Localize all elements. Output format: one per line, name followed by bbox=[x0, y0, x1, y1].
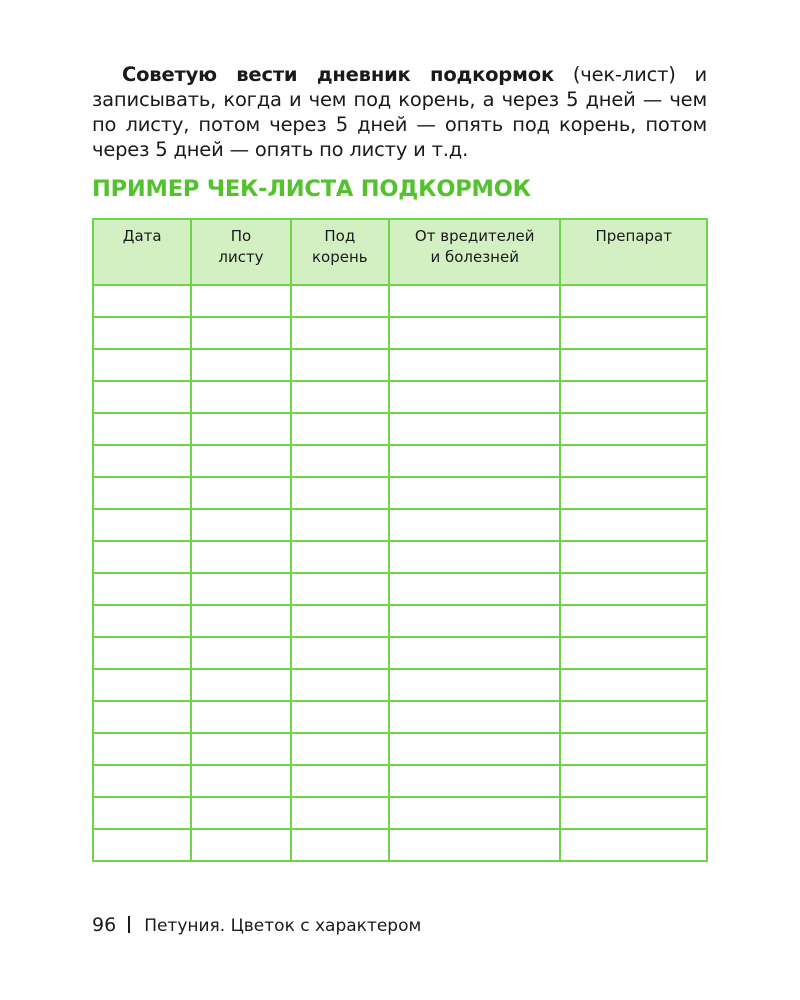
footer-separator bbox=[128, 916, 130, 933]
table-cell bbox=[93, 637, 191, 669]
table-row bbox=[93, 669, 707, 701]
table-cell bbox=[191, 829, 290, 861]
table-cell bbox=[191, 509, 290, 541]
table-row bbox=[93, 829, 707, 861]
table-cell bbox=[560, 541, 707, 573]
table-row bbox=[93, 381, 707, 413]
table-cell bbox=[291, 509, 389, 541]
table-cell bbox=[93, 669, 191, 701]
table-cell bbox=[291, 349, 389, 381]
table-cell bbox=[389, 701, 561, 733]
table-cell bbox=[560, 317, 707, 349]
table-row bbox=[93, 445, 707, 477]
table-cell bbox=[389, 829, 561, 861]
table-cell bbox=[93, 573, 191, 605]
table-row bbox=[93, 317, 707, 349]
table-cell bbox=[291, 797, 389, 829]
header-cell-foliar bbox=[191, 219, 290, 285]
table-cell bbox=[191, 317, 290, 349]
table-cell bbox=[191, 541, 290, 573]
table-cell bbox=[291, 701, 389, 733]
table-cell bbox=[389, 765, 561, 797]
table-cell bbox=[560, 797, 707, 829]
table-header-row bbox=[93, 219, 707, 285]
table-cell bbox=[191, 381, 290, 413]
table-cell bbox=[389, 733, 561, 765]
page-footer bbox=[92, 914, 421, 936]
header-label: Препарат bbox=[595, 227, 672, 245]
table-cell bbox=[191, 701, 290, 733]
table-cell bbox=[389, 637, 561, 669]
table-row bbox=[93, 765, 707, 797]
table-cell bbox=[389, 285, 561, 317]
table-cell bbox=[560, 477, 707, 509]
table-cell bbox=[93, 381, 191, 413]
table-row bbox=[93, 349, 707, 381]
table-cell bbox=[389, 477, 561, 509]
header-label: По листу bbox=[218, 227, 264, 266]
table-cell bbox=[291, 381, 389, 413]
table-cell bbox=[93, 413, 191, 445]
table-cell bbox=[93, 797, 191, 829]
table-cell bbox=[560, 285, 707, 317]
table-cell bbox=[389, 797, 561, 829]
table-row bbox=[93, 285, 707, 317]
table-cell bbox=[389, 541, 561, 573]
table-row bbox=[93, 797, 707, 829]
section-title: ПРИМЕР ЧЕК-ЛИСТА ПОДКОРМОК bbox=[92, 176, 531, 202]
table-cell bbox=[560, 413, 707, 445]
table-cell bbox=[291, 605, 389, 637]
table-cell bbox=[389, 349, 561, 381]
intro-bold-text: Советую вести дневник подкормок bbox=[122, 63, 555, 86]
table-cell bbox=[191, 765, 290, 797]
table-cell bbox=[93, 349, 191, 381]
table-cell bbox=[191, 797, 290, 829]
table-cell bbox=[560, 829, 707, 861]
table-row bbox=[93, 637, 707, 669]
table-row bbox=[93, 541, 707, 573]
table-row bbox=[93, 573, 707, 605]
table-cell bbox=[389, 413, 561, 445]
table-cell bbox=[291, 445, 389, 477]
table-row bbox=[93, 733, 707, 765]
table-cell bbox=[389, 509, 561, 541]
table-cell bbox=[389, 445, 561, 477]
table-cell bbox=[191, 733, 290, 765]
table-cell bbox=[291, 829, 389, 861]
table-cell bbox=[191, 637, 290, 669]
table-cell bbox=[93, 509, 191, 541]
table-cell bbox=[389, 605, 561, 637]
header-label: Под корень bbox=[311, 227, 368, 266]
table-cell bbox=[389, 317, 561, 349]
table-cell bbox=[93, 829, 191, 861]
intro-paragraph bbox=[92, 62, 707, 162]
table-cell bbox=[291, 285, 389, 317]
table-cell bbox=[93, 701, 191, 733]
table-cell bbox=[191, 605, 290, 637]
checklist-table bbox=[92, 218, 708, 862]
table-cell bbox=[291, 765, 389, 797]
table-row bbox=[93, 701, 707, 733]
table-cell bbox=[560, 381, 707, 413]
table-cell bbox=[191, 445, 290, 477]
table-cell bbox=[560, 669, 707, 701]
header-cell-root bbox=[291, 219, 389, 285]
header-cell-product bbox=[560, 219, 707, 285]
table-row bbox=[93, 477, 707, 509]
table-cell bbox=[291, 413, 389, 445]
table-cell bbox=[560, 637, 707, 669]
table-cell bbox=[560, 445, 707, 477]
table-cell bbox=[93, 541, 191, 573]
table-row bbox=[93, 509, 707, 541]
checklist-table-container bbox=[92, 218, 708, 862]
table-cell bbox=[560, 765, 707, 797]
table-cell bbox=[191, 413, 290, 445]
table-cell bbox=[291, 733, 389, 765]
table-cell bbox=[291, 477, 389, 509]
table-cell bbox=[560, 349, 707, 381]
header-label: От вредителей и болезней bbox=[414, 227, 535, 266]
page-number: 96 bbox=[92, 914, 117, 936]
table-cell bbox=[389, 669, 561, 701]
table-cell bbox=[389, 381, 561, 413]
table-cell bbox=[291, 573, 389, 605]
table-cell bbox=[191, 477, 290, 509]
table-cell bbox=[93, 765, 191, 797]
header-cell-date bbox=[93, 219, 191, 285]
table-cell bbox=[191, 349, 290, 381]
header-cell-pests bbox=[389, 219, 561, 285]
header-label: Дата bbox=[122, 227, 162, 245]
table-cell bbox=[93, 477, 191, 509]
table-row bbox=[93, 413, 707, 445]
table-cell bbox=[191, 285, 290, 317]
table-cell bbox=[93, 445, 191, 477]
table-cell bbox=[560, 733, 707, 765]
table-cell bbox=[93, 733, 191, 765]
table-row bbox=[93, 605, 707, 637]
table-cell bbox=[560, 701, 707, 733]
table-cell bbox=[389, 573, 561, 605]
table-cell bbox=[191, 669, 290, 701]
table-cell bbox=[560, 605, 707, 637]
intro-body-text: (чек-лист) и записывать, когда и чем под корень, а через 5 дней — чем по листу, потом через 5 дней — опять под корень, потом через 5 дней — опять по листу и т.д. bbox=[92, 63, 707, 161]
table-cell bbox=[191, 573, 290, 605]
table-cell bbox=[560, 573, 707, 605]
table-cell bbox=[291, 317, 389, 349]
table-cell bbox=[560, 509, 707, 541]
book-title: Петуния. Цветок с характером bbox=[144, 916, 422, 936]
table-cell bbox=[93, 317, 191, 349]
table-cell bbox=[291, 541, 389, 573]
table-cell bbox=[291, 637, 389, 669]
table-cell bbox=[93, 605, 191, 637]
table-body bbox=[93, 285, 707, 861]
table-cell bbox=[93, 285, 191, 317]
table-cell bbox=[291, 669, 389, 701]
